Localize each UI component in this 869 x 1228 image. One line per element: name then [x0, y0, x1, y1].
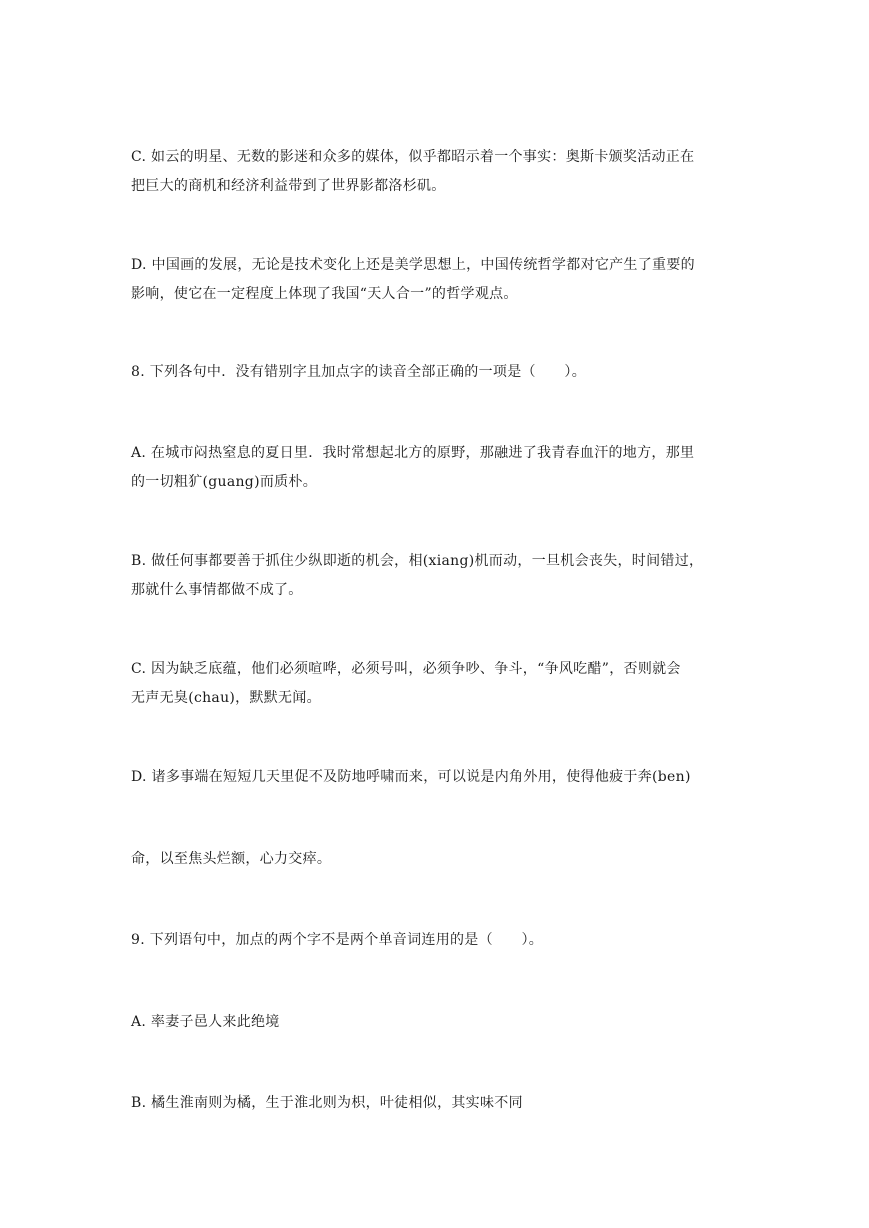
- option-c-paragraph: [131, 143, 751, 201]
- text-line: 9. 下列语句中，加点的两个字不是两个单音词连用的是（ ）。: [131, 932, 544, 948]
- question-9-option-b: [131, 1089, 751, 1118]
- option-d-paragraph: [131, 251, 751, 309]
- question-9-option-a: [131, 1008, 751, 1037]
- question-8-option-a: [131, 439, 751, 497]
- text-line: B. 做任何事都要善于抓住少纵即逝的机会，相(xiang)机而动，一旦机会丧失，时间错过，: [131, 553, 704, 569]
- text-line: A. 率妻子邑人来此绝境: [131, 1014, 280, 1030]
- text-line: A. 在城市闷热窒息的夏日里．我时常想起北方的原野，那融进了我青春血汗的地方，那里: [131, 445, 695, 461]
- text-line: C. 因为缺乏底蕴，他们必须喧哗，必须号叫，必须争吵、争斗，“争风吃醋”，否则就会: [131, 661, 681, 677]
- text-line: 的一切粗犷(guang)而质朴。: [131, 474, 318, 490]
- text-line: 命，以至焦头烂额，心力交瘁。: [131, 851, 332, 867]
- text-line: 影响，使它在一定程度上体现了我国“天人合一”的哲学观点。: [131, 286, 518, 302]
- text-line: 那就什么事情都做不成了。: [131, 582, 303, 598]
- text-line: 8. 下列各句中．没有错别字且加点字的读音全部正确的一项是（ ）。: [131, 364, 587, 380]
- text-line: D. 中国画的发展，无论是技术变化上还是美学思想上，中国传统哲学都对它产生了重要的: [131, 257, 695, 273]
- text-line: 无声无臭(chau)，默默无闻。: [131, 690, 321, 706]
- question-8-option-d: [131, 763, 751, 792]
- question-8-option-c: [131, 655, 751, 713]
- question-8-option-d-continued: [131, 845, 751, 874]
- question-9: [131, 926, 751, 955]
- question-8-option-b: [131, 547, 751, 605]
- text-line: 把巨大的商机和经济利益带到了世界影都洛杉矶。: [131, 178, 446, 194]
- question-8: [131, 358, 751, 387]
- text-line: B. 橘生淮南则为橘，生于淮北则为枳，叶徒相似，其实味不同: [131, 1095, 523, 1111]
- text-line: C. 如云的明星、无数的影迷和众多的媒体，似乎都昭示着一个事实：奥斯卡颁奖活动正在: [131, 149, 695, 165]
- text-line: D. 诸多事端在短短几天里促不及防地呼啸而来，可以说是内角外用，使得他疲于奔(ben): [131, 769, 691, 785]
